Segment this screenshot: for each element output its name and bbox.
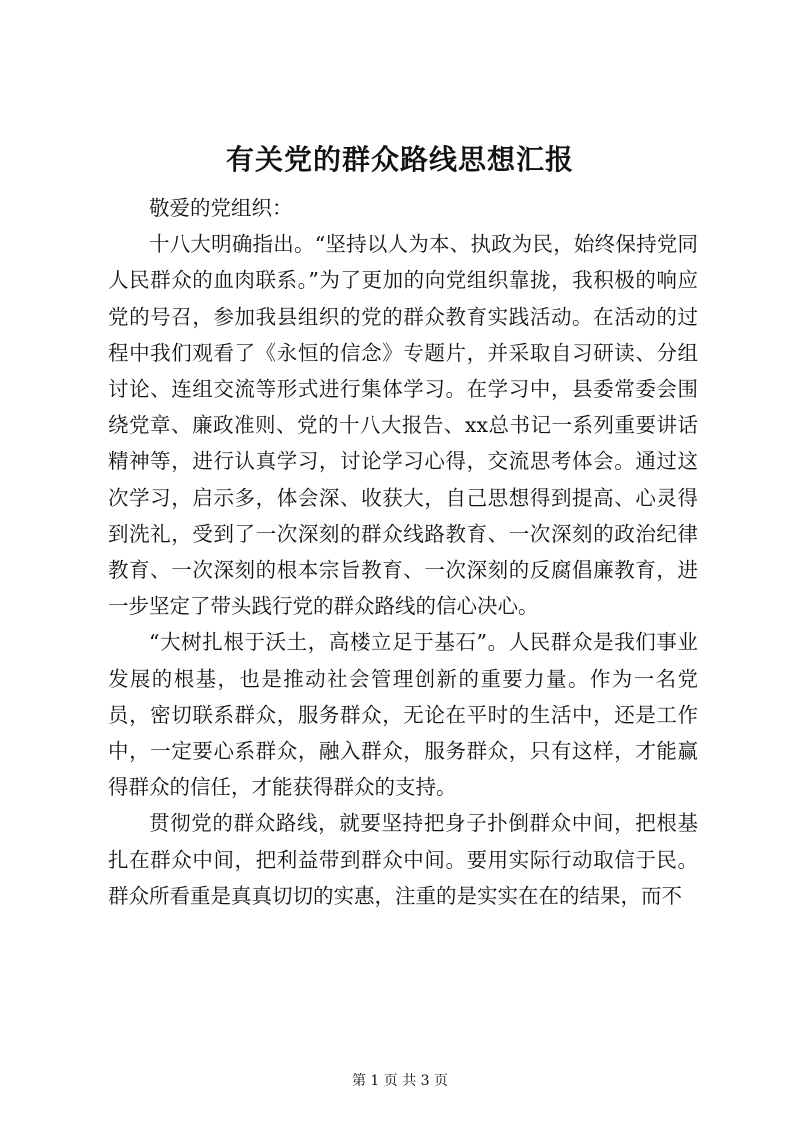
body-paragraph-1: 十八大明确指出。“坚持以人为本、执政为民，始终保持党同人民群众的血肉联系。”为了更加的向党组织靠拢，我积极的响应党的号召，参加我县组织的党的群众教育实践活动。在活动的过程中我们观看了《永恒的信念》专题片，并采取自习研读、分组讨论、连组交流等形式进行集体学习。在学习中，县委常委会围绕党章、廉政准则、党的十八大报告、xx总书记一系列重要讲话精神等，进行认真学习，讨论学习心得，交流思考体会。通过这次学习，启示多，体会深、收获大，自己思想得到提高、心灵得到洗礼，受到了一次深刻的群众线路教育、一次深刻的政治纪律教育、一次深刻的根本宗旨教育、一次深刻的反腐倡廉教育，进一步坚定了带头践行党的群众路线的信心决心。 — [108, 232, 698, 619]
page-footer: 第 1 页 共 3 页 — [351, 1073, 449, 1089]
body-paragraph-3: 贯彻党的群众路线，就要坚持把身子扑倒群众中间，把根基扎在群众中间，把利益带到群众中间。要用实际行动取信于民。群众所看重是真真切切的实惠，注重的是实实在在的结果，而不 — [108, 811, 698, 908]
document-title: 有关党的群众路线思想汇报 — [225, 143, 574, 176]
body-paragraph-2: “大树扎根于沃土，高楼立足于基石”。人民群众是我们事业发展的根基，也是推动社会管理创新的重要力量。作为一名党员，密切联系群众，服务群众，无论在平时的生活中，还是工作中，一定要心系群众，融入群众，服务群众，只有这样，才能赢得群众的信任，才能获得群众的支持。 — [108, 630, 698, 800]
salutation: 敬爱的党组织： — [149, 196, 293, 220]
document-body — [108, 190, 698, 914]
